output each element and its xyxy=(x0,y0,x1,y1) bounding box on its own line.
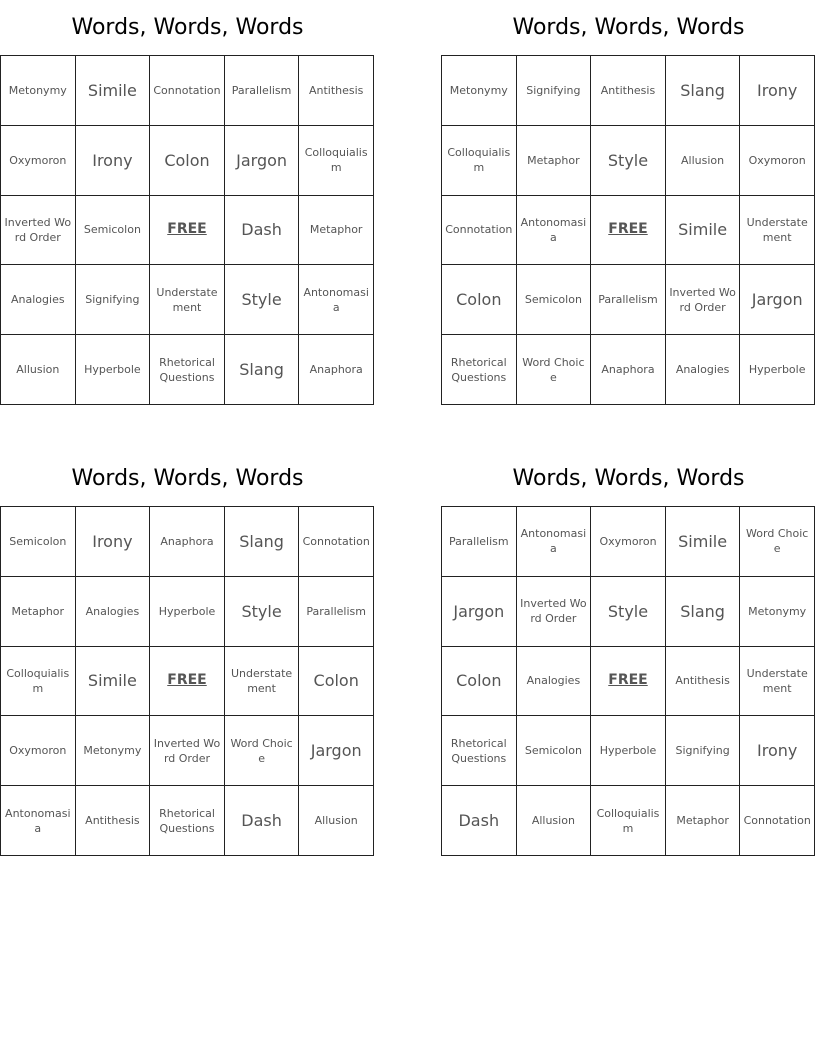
bingo-grid xyxy=(0,55,374,405)
bingo-cell: Metonymy xyxy=(1,56,76,126)
bingo-cell: Parallelism xyxy=(442,507,517,577)
bingo-cell: Connotation xyxy=(150,56,225,126)
bingo-cell: Dash xyxy=(442,786,517,856)
bingo-cell: Irony xyxy=(76,507,151,577)
bingo-cell: Anaphora xyxy=(299,335,374,405)
bingo-cell: Style xyxy=(225,265,300,335)
bingo-cell: Metaphor xyxy=(299,196,374,266)
bingo-cell: Slang xyxy=(225,507,300,577)
bingo-cell: Inverted Word Order xyxy=(150,716,225,786)
bingo-cell: Metonymy xyxy=(740,577,815,647)
bingo-cell: Connotation xyxy=(442,196,517,266)
bingo-cell: Irony xyxy=(740,716,815,786)
bingo-cell: Allusion xyxy=(517,786,592,856)
bingo-cell: Antithesis xyxy=(591,56,666,126)
bingo-cell: Connotation xyxy=(740,786,815,856)
bingo-cell: Colon xyxy=(150,126,225,196)
bingo-cell: Antonomasia xyxy=(517,196,592,266)
bingo-cell: Allusion xyxy=(299,786,374,856)
bingo-cell: Metonymy xyxy=(76,716,151,786)
bingo-grid xyxy=(0,506,374,856)
bingo-cell: Slang xyxy=(666,577,741,647)
bingo-cell: Slang xyxy=(666,56,741,126)
bingo-cell: Word Choice xyxy=(517,335,592,405)
bingo-cell: Irony xyxy=(740,56,815,126)
bingo-cell: Antithesis xyxy=(76,786,151,856)
bingo-cell: Analogies xyxy=(76,577,151,647)
bingo-card-4 xyxy=(441,451,816,835)
bingo-grid xyxy=(441,55,815,405)
bingo-card-3 xyxy=(0,451,375,835)
bingo-cell: Parallelism xyxy=(225,56,300,126)
bingo-cell: Antonomasia xyxy=(299,265,374,335)
bingo-cell: Semicolon xyxy=(517,716,592,786)
bingo-cell: Word Choice xyxy=(225,716,300,786)
card-title: Words, Words, Words xyxy=(512,466,745,491)
bingo-cell: Rhetorical Questions xyxy=(150,786,225,856)
bingo-cell: Oxymoron xyxy=(1,716,76,786)
bingo-cell: Simile xyxy=(76,647,151,717)
bingo-cell: Antonomasia xyxy=(517,507,592,577)
bingo-cell: Oxymoron xyxy=(591,507,666,577)
free-space-cell: FREE xyxy=(591,647,666,717)
bingo-cell: Colloquialism xyxy=(1,647,76,717)
bingo-cell: Parallelism xyxy=(299,577,374,647)
bingo-cell: Rhetorical Questions xyxy=(442,335,517,405)
bingo-cell: Understatement xyxy=(225,647,300,717)
bingo-cell: Hyperbole xyxy=(150,577,225,647)
bingo-cell: Jargon xyxy=(299,716,374,786)
bingo-cell: Style xyxy=(591,126,666,196)
bingo-cell: Irony xyxy=(76,126,151,196)
bingo-cell: Simile xyxy=(666,507,741,577)
bingo-cell: Understatement xyxy=(740,196,815,266)
bingo-cell: Colon xyxy=(442,647,517,717)
bingo-cell: Oxymoron xyxy=(1,126,76,196)
card-title: Words, Words, Words xyxy=(71,466,304,491)
bingo-cell: Simile xyxy=(666,196,741,266)
bingo-cell: Word Choice xyxy=(740,507,815,577)
bingo-cell: Antithesis xyxy=(299,56,374,126)
free-space-cell: FREE xyxy=(591,196,666,266)
bingo-cell: Inverted Word Order xyxy=(666,265,741,335)
bingo-cell: Metaphor xyxy=(1,577,76,647)
bingo-cell: Dash xyxy=(225,786,300,856)
bingo-cell: Semicolon xyxy=(76,196,151,266)
bingo-cell: Metonymy xyxy=(442,56,517,126)
bingo-cell: Allusion xyxy=(1,335,76,405)
bingo-cell: Hyperbole xyxy=(591,716,666,786)
bingo-cell: Metaphor xyxy=(517,126,592,196)
card-title: Words, Words, Words xyxy=(71,15,304,40)
bingo-cell: Anaphora xyxy=(591,335,666,405)
bingo-cell: Signifying xyxy=(517,56,592,126)
bingo-cell: Slang xyxy=(225,335,300,405)
bingo-cell: Analogies xyxy=(1,265,76,335)
bingo-cell: Hyperbole xyxy=(740,335,815,405)
bingo-cell: Inverted Word Order xyxy=(1,196,76,266)
bingo-cell: Analogies xyxy=(517,647,592,717)
bingo-cell: Colloquialism xyxy=(299,126,374,196)
bingo-cell: Antonomasia xyxy=(1,786,76,856)
bingo-cell: Jargon xyxy=(740,265,815,335)
bingo-cell: Parallelism xyxy=(591,265,666,335)
bingo-cell: Rhetorical Questions xyxy=(150,335,225,405)
bingo-cell: Signifying xyxy=(76,265,151,335)
bingo-cell: Antithesis xyxy=(666,647,741,717)
free-space-cell: FREE xyxy=(150,196,225,266)
bingo-cell: Signifying xyxy=(666,716,741,786)
bingo-cell: Style xyxy=(225,577,300,647)
bingo-cell: Jargon xyxy=(442,577,517,647)
bingo-cell: Inverted Word Order xyxy=(517,577,592,647)
bingo-cell: Simile xyxy=(76,56,151,126)
bingo-cell: Connotation xyxy=(299,507,374,577)
bingo-cell: Hyperbole xyxy=(76,335,151,405)
bingo-cell: Colloquialism xyxy=(591,786,666,856)
bingo-cell: Understatement xyxy=(150,265,225,335)
bingo-cell: Oxymoron xyxy=(740,126,815,196)
bingo-cell: Rhetorical Questions xyxy=(442,716,517,786)
bingo-cell: Colon xyxy=(442,265,517,335)
card-title: Words, Words, Words xyxy=(512,15,745,40)
bingo-card-2 xyxy=(441,0,816,384)
bingo-cell: Semicolon xyxy=(1,507,76,577)
bingo-cell: Analogies xyxy=(666,335,741,405)
bingo-cell: Colloquialism xyxy=(442,126,517,196)
bingo-cell: Anaphora xyxy=(150,507,225,577)
bingo-cell: Metaphor xyxy=(666,786,741,856)
bingo-cell: Dash xyxy=(225,196,300,266)
bingo-cell: Allusion xyxy=(666,126,741,196)
bingo-grid xyxy=(441,506,815,856)
bingo-cell: Style xyxy=(591,577,666,647)
bingo-cell: Understatement xyxy=(740,647,815,717)
bingo-cell: Jargon xyxy=(225,126,300,196)
bingo-cell: Semicolon xyxy=(517,265,592,335)
free-space-cell: FREE xyxy=(150,647,225,717)
bingo-cell: Colon xyxy=(299,647,374,717)
bingo-card-1 xyxy=(0,0,375,384)
